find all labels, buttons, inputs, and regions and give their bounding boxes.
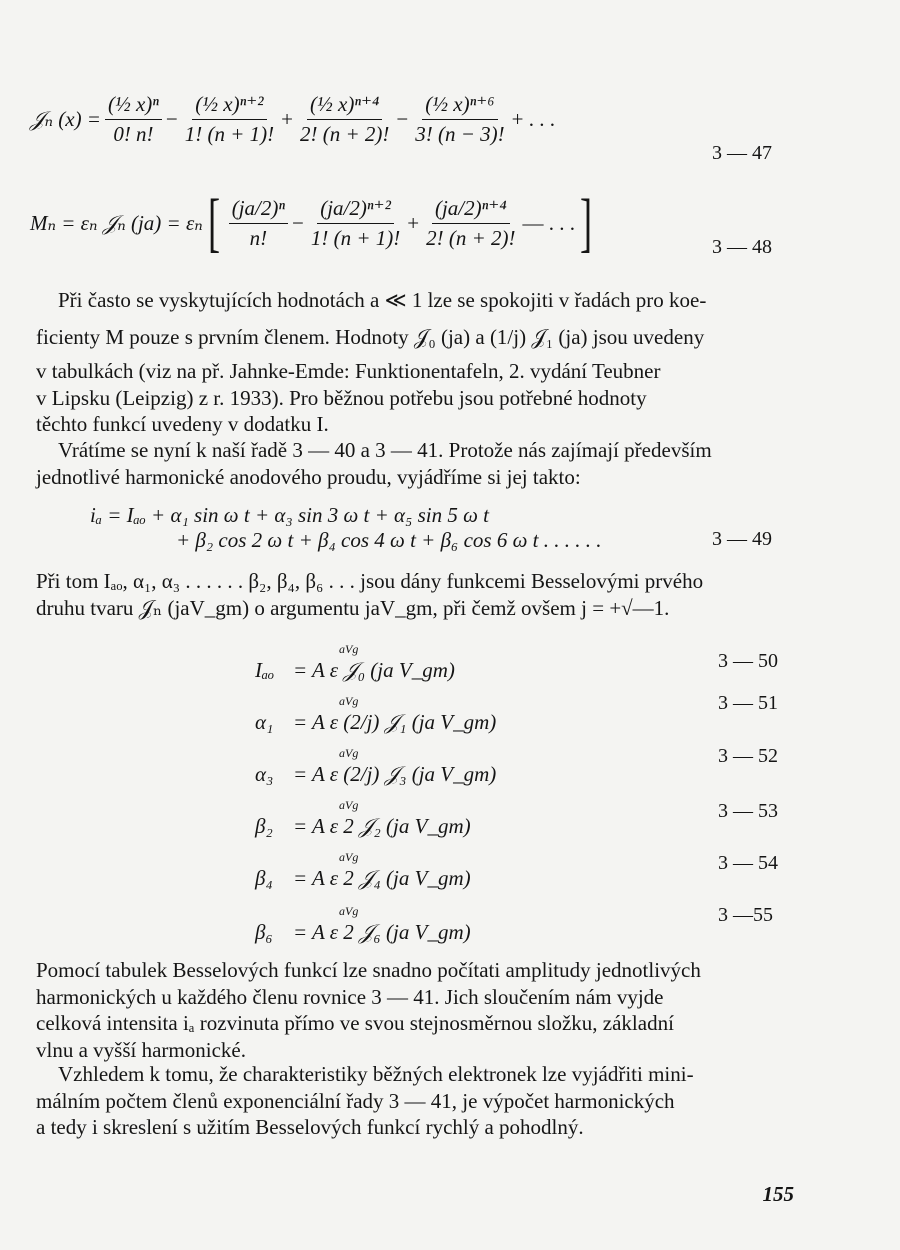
bessel-row: [255, 798, 471, 839]
eq-number: 3 —55: [718, 904, 773, 926]
bessel-rhs: = A ε (2/j) 𝒥₃ (ja V_gm): [293, 762, 497, 786]
bessel-lhs: β₂: [255, 814, 273, 838]
eq47-sign-2: −: [165, 107, 178, 131]
equation-3-48: [30, 186, 597, 259]
bessel-rhs: = A ε 2 𝒥₄ (ja V_gm): [293, 866, 471, 890]
eq48-term-1: $\frac{\text{(ja/2)ⁿ}}{n!}$: [229, 196, 288, 251]
exponent-label: aVg: [339, 850, 359, 864]
exponent-label: aVg: [339, 694, 359, 708]
p2-line-1: Vrátíme se nyní k naší řadě 3 — 40 a 3 — 41. Protože nás zajímají především: [58, 438, 712, 462]
eq48-tail: — . . .: [522, 210, 576, 235]
p3-line-1: Při tom Iₐₒ, α₁, α₃ . . . . . . β₂, β₄, β₆ . . . jsou dány funkcemi Besselovými prvého: [36, 569, 704, 593]
p3-line-2: druhu tvaru 𝒥ₙ (jaV_gm) o argumentu jaV_gm, při čemž ovšem j = +√—1.: [36, 595, 670, 620]
p1-line-5: těchto funkcí uvedeny v dodatku I.: [36, 412, 329, 436]
eq48-sign-3: +: [407, 210, 420, 235]
exponent-label: aVg: [339, 904, 359, 918]
bessel-row: [255, 850, 471, 891]
eq47-tail: + . . .: [511, 107, 555, 131]
paragraph-3: [36, 568, 788, 621]
p1-line-2: ficienty M pouze s prvním členem. Hodnoty 𝒥₀ (ja) a (1/j) 𝒥₁ (ja) jsou uvedeny: [36, 324, 705, 349]
eq-number: 3 — 51: [718, 692, 778, 714]
bessel-row: [255, 642, 455, 683]
paragraph-2: [36, 437, 788, 490]
p2-line-2: jednotlivé harmonické anodového proudu, vyjádříme si jej takto:: [36, 464, 581, 489]
eq-number: 3 — 53: [718, 800, 778, 822]
eq47-term-4: $\frac{\text{(½ x)ⁿ⁺⁶}}{3! (n - 3)!}$: [415, 92, 505, 146]
paragraph-5: [36, 1061, 788, 1141]
paragraph-1: [36, 287, 788, 438]
eq-number: 3 — 50: [718, 650, 778, 672]
p5-line-3: a tedy i skreslení s užitím Besselových funkcí rychlý a pohodlný.: [36, 1115, 584, 1139]
p4-line-2: harmonických u každého členu rovnice 3 — 41. Jich sloučením nám vyjde: [36, 984, 664, 1009]
eq-number: 3 — 52: [718, 745, 778, 767]
p1-line-1: Při často se vyskytujících hodnotách a ≪ 1 lze se spokojiti v řadách pro koe-: [58, 288, 707, 312]
bessel-rhs: = A ε 𝒥₀ (ja V_gm): [293, 658, 455, 682]
eq-number-3-47: 3 — 47: [712, 142, 772, 164]
p1-line-3: v tabulkách (viz na př. Jahnke-Emde: Funktionentafeln, 2. vydání Teubner: [36, 359, 661, 383]
eq48-sign-2: −: [292, 210, 304, 235]
bessel-rhs: = A ε 2 𝒥₆ (ja V_gm): [293, 920, 471, 944]
eq48-term-3: $\frac{\text{(ja/2)ⁿ⁺⁴}}{2! (n + 2)!}$: [426, 195, 516, 250]
eq47-term-2: $\frac{\text{(½ x)ⁿ⁺²}}{1! (n + 1)!}$: [184, 92, 275, 146]
eq47-sign-4: −: [396, 107, 409, 131]
bessel-lhs: α₃: [255, 762, 274, 786]
bessel-row: [255, 904, 471, 945]
eq48-term-2: $\frac{\text{(ja/2)ⁿ⁺²}}{1! (n + 1)!}$: [310, 195, 401, 250]
equation-3-49-line-2: + β₂ cos 2 ω t + β₄ cos 4 ω t + β₆ cos 6 ω t . . . . . .: [176, 528, 602, 552]
page-number: 155: [762, 1182, 794, 1206]
eq47-sign-3: +: [281, 107, 293, 131]
p5-line-1: Vzhledem k tomu, že charakteristiky běžných elektronek lze vyjádřiti mini-: [58, 1062, 694, 1086]
exponent-label: aVg: [339, 746, 359, 760]
paragraph-4: [36, 957, 788, 1063]
p4-line-3: celková intensita iₐ rozvinuta přímo ve svou stejnosměrnou složku, základní: [36, 1011, 674, 1035]
right-bracket-icon: ]: [579, 186, 593, 259]
left-bracket-icon: [: [207, 186, 220, 259]
exponent-label: aVg: [339, 798, 359, 812]
p1-line-4: v Lipsku (Leipzig) z r. 1933). Pro běžnou potřebu jsou potřebné hodnoty: [36, 385, 647, 410]
p4-line-4: vlnu a vyšší harmonické.: [36, 1037, 246, 1062]
eq48-lhs: Mₙ = εₙ 𝒥ₙ (ja) = εₙ: [30, 210, 203, 235]
bessel-lhs: β₄: [255, 866, 273, 890]
bessel-row: [255, 746, 497, 787]
bessel-lhs: Iₐₒ: [255, 658, 275, 682]
bessel-rhs: = A ε 2 𝒥₂ (ja V_gm): [293, 814, 471, 838]
bessel-row: [255, 694, 497, 735]
equation-3-47: [30, 92, 555, 147]
eq47-term-3: $\frac{\text{(½ x)ⁿ⁺⁴}}{2! (n + 2)!}$: [300, 92, 390, 146]
equation-3-49-line-1: iₐ = Iₐₒ + α₁ sin ω t + α₃ sin 3 ω t + α₅ sin 5 ω t: [90, 503, 490, 527]
bessel-lhs: β₆: [255, 920, 273, 944]
eq-number-3-48: 3 — 48: [712, 236, 772, 258]
bessel-lhs: α₁: [255, 710, 274, 734]
eq47-lhs: 𝒥ₙ (x) =: [30, 107, 101, 131]
p5-line-2: málním počtem členů exponenciální řady 3 — 41, je výpočet harmonických: [36, 1088, 675, 1113]
eq47-term-1: $\frac{\text{(½ x)ⁿ}}{0! n!}$: [105, 92, 162, 147]
p4-line-1: Pomocí tabulek Besselových funkcí lze snadno počítati amplitudy jednotlivých: [36, 958, 701, 982]
bessel-rhs: = A ε (2/j) 𝒥₁ (ja V_gm): [293, 710, 497, 734]
eq-number-3-49: 3 — 49: [712, 528, 772, 550]
eq-number: 3 — 54: [718, 852, 778, 874]
exponent-label: aVg: [339, 642, 359, 656]
